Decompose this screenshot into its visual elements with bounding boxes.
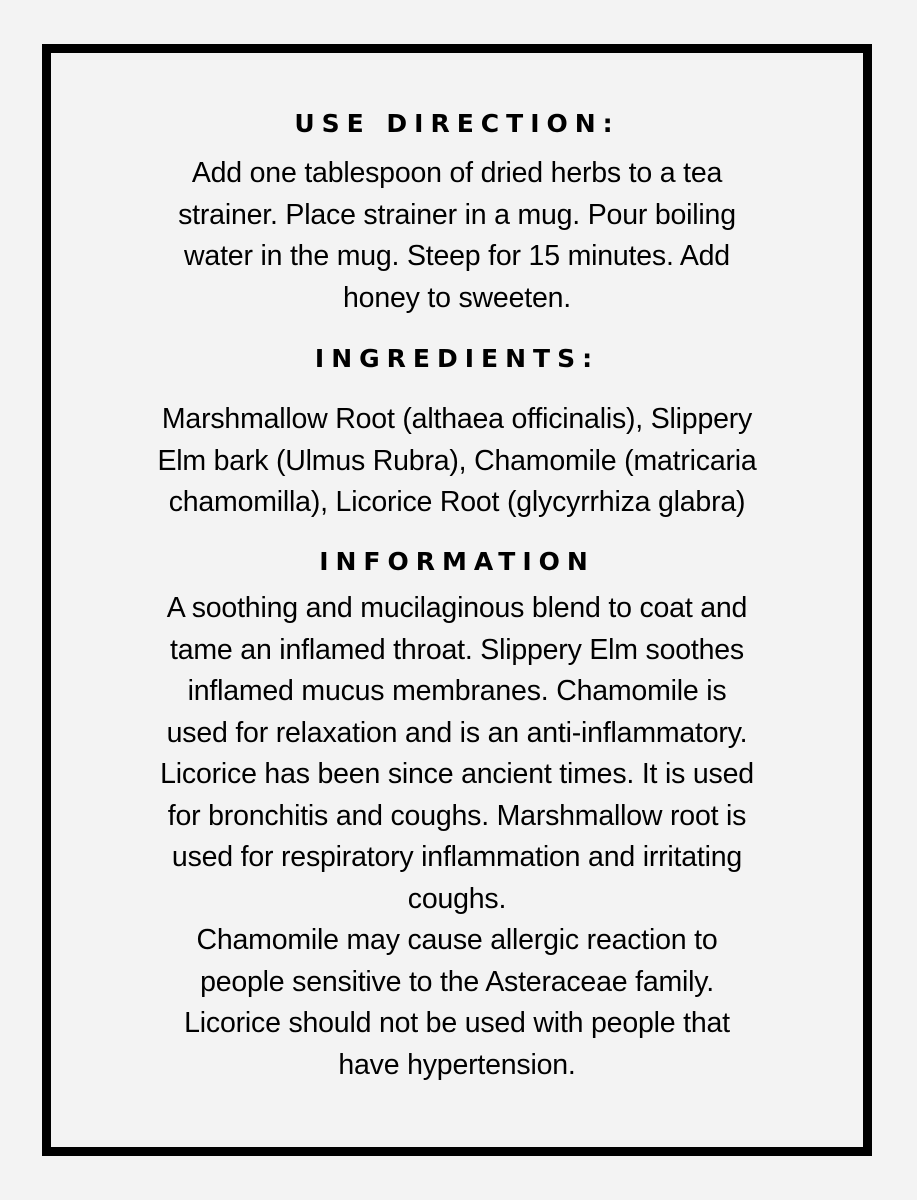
information-line: used for relaxation and is an anti-inflammatory. <box>166 716 748 749</box>
information-text <box>111 588 803 1086</box>
ingredients-line: Marshmallow Root (althaea officinalis), Slippery <box>161 403 753 435</box>
information-line: Chamomile may cause allergic reaction to <box>196 924 718 956</box>
label-card-frame <box>42 44 872 1156</box>
information-line: A soothing and mucilaginous blend to coat and <box>166 592 748 624</box>
use-direction-line: honey to sweeten. <box>343 281 571 314</box>
ingredients-text <box>111 399 803 524</box>
information-line: people sensitive to the Asteraceae family. <box>200 965 714 998</box>
information-line: tame an inflamed throat. Slippery Elm soothes <box>170 633 744 666</box>
use-direction-line: water in the mug. Steep for 15 minutes. Add <box>184 240 730 272</box>
use-direction-text <box>111 153 803 319</box>
information-line: Licorice should not be used with people that <box>184 1007 730 1039</box>
ingredients-line: Elm bark (Ulmus Rubra), Chamomile (matricaria <box>157 444 757 477</box>
information-heading: INFORMATION <box>319 547 595 576</box>
information-line: inflamed mucus membranes. Chamomile is <box>187 675 727 707</box>
information-line: for bronchitis and coughs. Marshmallow root is <box>167 799 747 832</box>
information-line: used for respiratory inflammation and irritating <box>171 841 743 873</box>
use-direction-heading: USE DIRECTION: <box>294 109 620 138</box>
information-line: coughs. <box>407 882 507 915</box>
use-direction-line: strainer. Place strainer in a mug. Pour boiling <box>178 198 736 231</box>
ingredients-line: chamomilla), Licorice Root (glycyrrhiza glabra) <box>168 486 746 518</box>
information-line: Licorice has been since ancient times. It is used <box>160 758 754 790</box>
ingredients-heading: INGREDIENTS: <box>314 344 600 373</box>
use-direction-line: Add one tablespoon of dried herbs to a tea <box>191 157 723 189</box>
information-line: have hypertension. <box>338 1048 576 1081</box>
